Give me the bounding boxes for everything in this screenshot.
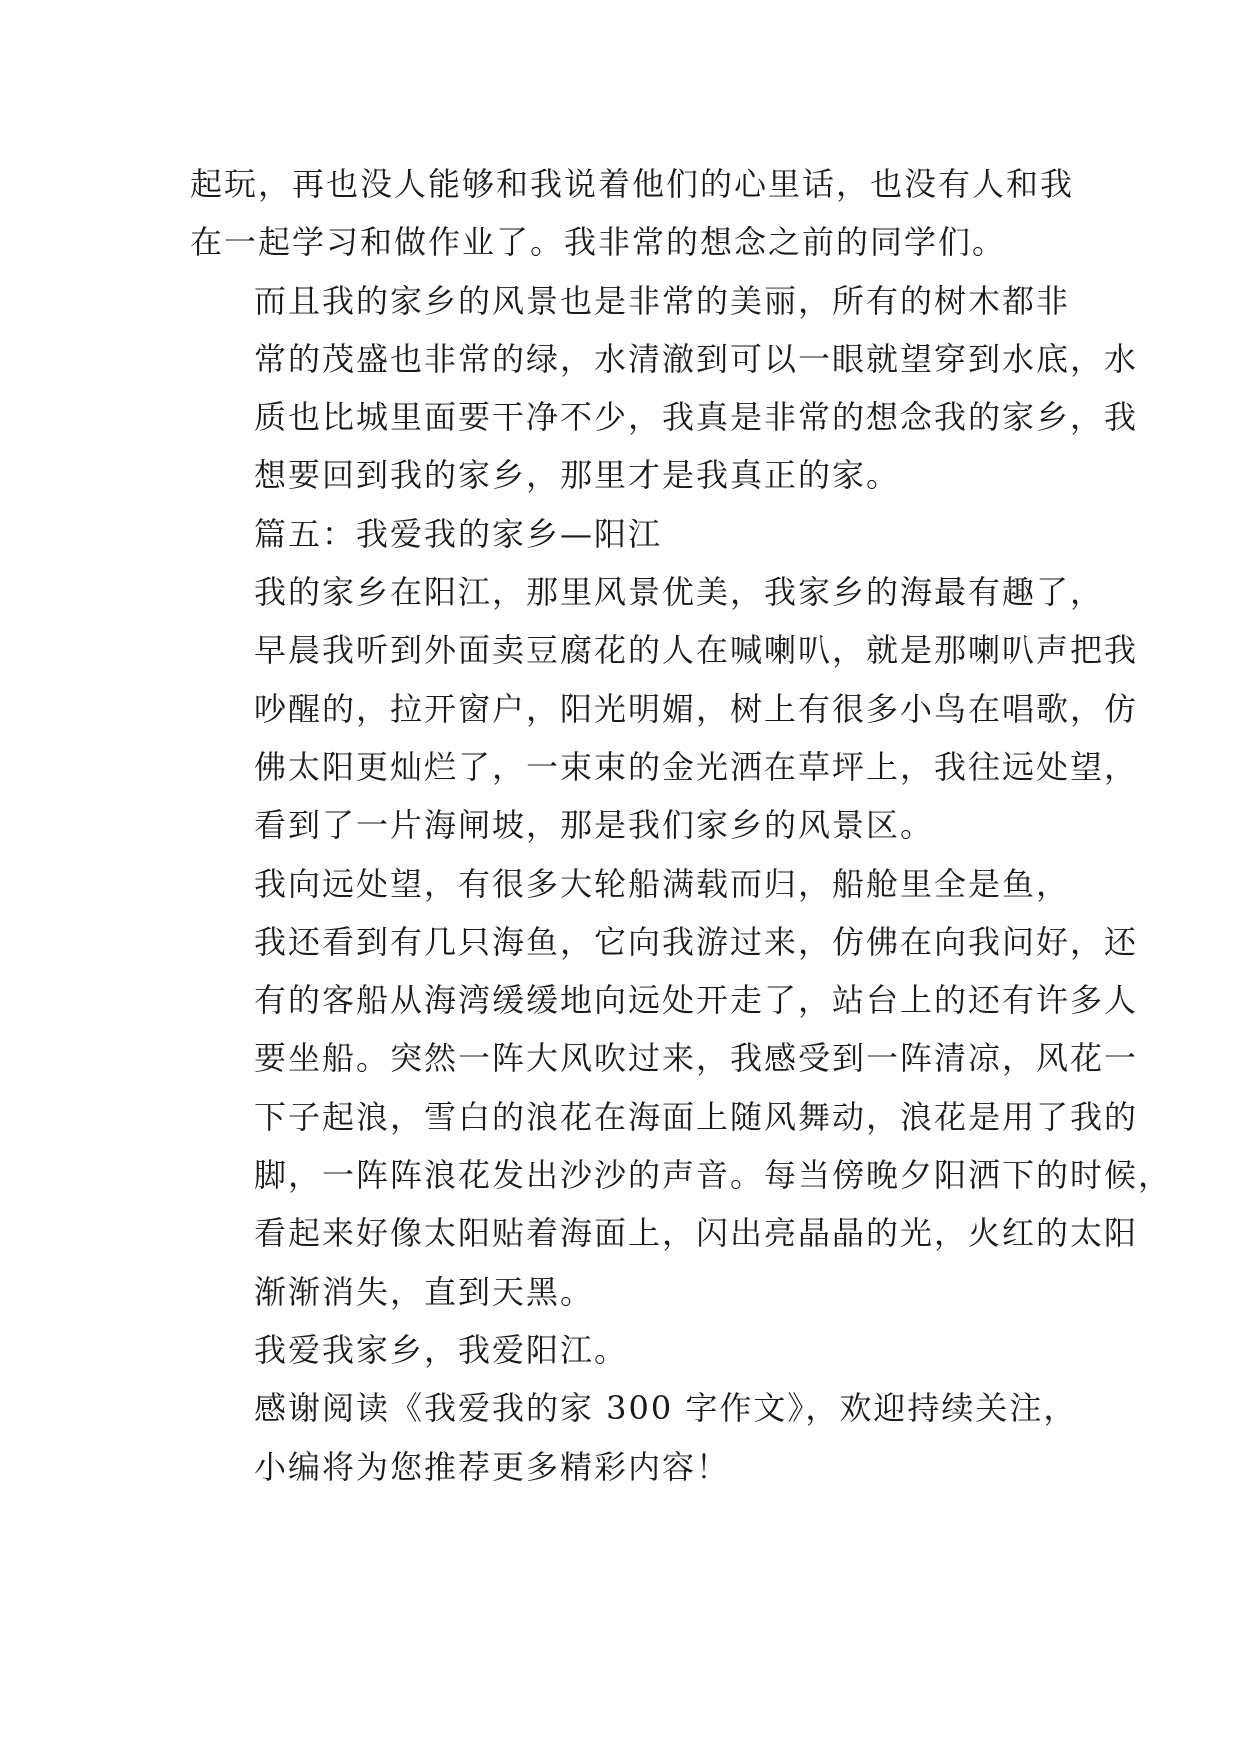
text-line: 小编将为您推荐更多精彩内容！	[254, 1447, 731, 1486]
text-line: 下子起浪，雪白的浪花在海面上随风舞动，浪花是用了我的	[254, 1097, 1139, 1136]
text-line: 在一起学习和做作业了。我非常的想念之前的同学们。	[190, 223, 1007, 262]
text-line: 渐渐消失，直到天黑。	[254, 1272, 595, 1311]
text-line: 佛太阳更灿烂了，一束束的金光洒在草坪上，我往远处望，	[254, 747, 1139, 786]
text-line: 吵醒的，拉开窗户，阳光明媚，树上有很多小鸟在唱歌，仿	[254, 689, 1139, 728]
paragraph	[190, 505, 1070, 563]
text-line: 想要回到我的家乡，那里才是我真正的家。	[254, 456, 901, 495]
document-body	[190, 155, 1173, 1496]
paragraph	[190, 1321, 1070, 1379]
text-line: 感谢阅读《我爱我的家 300 字作文》，欢迎持续关注，	[254, 1389, 1078, 1428]
text-line: 我还看到有几只海鱼，它向我游过来，仿佛在向我问好，还	[254, 922, 1139, 961]
text-line: 我的家乡在阳江，那里风景优美，我家乡的海最有趣了，	[254, 573, 1105, 612]
text-line: 我向远处望，有很多大轮船满载而归，船舱里全是鱼，	[254, 864, 1071, 903]
text-line: 起玩，再也没人能够和我说着他们的心里话，也没有人和我	[190, 165, 1075, 203]
text-line: 有的客船从海湾缓缓地向远处开走了，站台上的还有许多人	[254, 981, 1139, 1020]
text-line: 脚，一阵阵浪花发出沙沙的声音。每当傍晚夕阳洒下的时候，	[254, 1156, 1173, 1195]
text-line: 看到了一片海闸坡，那是我们家乡的风景区。	[254, 806, 935, 845]
text-line: 质也比城里面要干净不少，我真是非常的想念我的家乡，我	[254, 398, 1139, 437]
text-line: 常的茂盛也非常的绿，水清澈到可以一眼就望穿到水底，水	[254, 339, 1139, 378]
text-line: 而且我的家乡的风景也是非常的美丽，所有的树木都非	[254, 281, 1071, 320]
paragraph	[190, 855, 1173, 1321]
text-line: 篇五：我爱我的家乡—阳江	[254, 514, 663, 553]
paragraph	[190, 272, 1139, 505]
text-line: 看起来好像太阳贴着海面上，闪出亮晶晶的光，火红的太阳	[254, 1214, 1139, 1253]
text-line: 早晨我听到外面卖豆腐花的人在喊喇叭，就是那喇叭声把我	[254, 631, 1139, 670]
paragraph	[190, 563, 1139, 854]
text-line: 我爱我家乡，我爱阳江。	[254, 1330, 629, 1369]
paragraph	[190, 1379, 1078, 1496]
text-line: 要坐船。突然一阵大风吹过来，我感受到一阵清凉，风花一	[254, 1039, 1139, 1078]
paragraph	[190, 155, 1075, 272]
